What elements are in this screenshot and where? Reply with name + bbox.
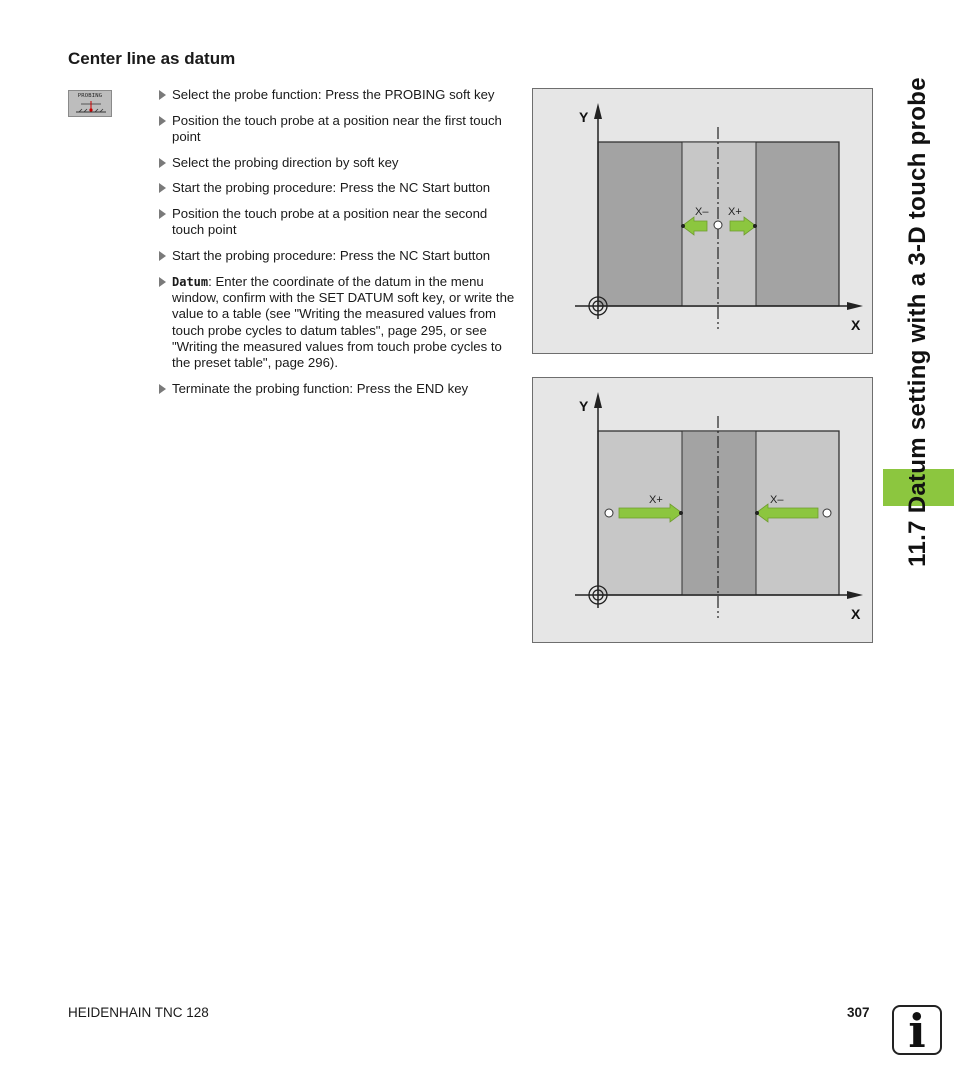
arrow-left-label: X–	[695, 206, 709, 218]
step-text: Start the probing procedure: Press the NC Start button	[172, 248, 491, 264]
probing-icon	[76, 100, 106, 114]
y-axis-arrowhead	[594, 392, 602, 408]
page-number: 307	[847, 1005, 870, 1020]
chapter-title: 11.7 Datum setting with a 3-D touch probe	[904, 77, 931, 567]
x-axis-label: X	[851, 606, 861, 622]
probe-ball-right	[823, 509, 831, 517]
figure-probing-inside	[532, 88, 873, 354]
step-bullet-icon	[159, 116, 166, 126]
step-text: Terminate the probing function: Press the END key	[172, 380, 469, 396]
step-text: Position the touch probe at a position near the first touch point	[172, 112, 502, 144]
step-text: Position the touch probe at a position near the second touch point	[172, 206, 488, 238]
probe-ball-left	[605, 509, 613, 517]
arrow-right-label: X–	[770, 494, 784, 506]
step-text: : Enter the coordinate of the datum in the menu window, confirm with the SET DATUM soft key, or write the value to a table (see "Writing the measured values from touch probe cycles to datum tables", page 295, or see "Writing the measured values from touch probe cycles to the preset table", page 296).	[172, 273, 515, 371]
instruction-step	[158, 206, 516, 239]
section-heading: Center line as datum	[68, 49, 236, 68]
instruction-step	[158, 113, 516, 146]
instruction-step	[158, 274, 516, 372]
arrow-right-label: X+	[728, 206, 742, 218]
step-bullet-icon	[159, 183, 166, 193]
figure-drawing	[533, 89, 874, 355]
instruction-step	[158, 248, 516, 264]
instruction-step	[158, 155, 516, 171]
softkey-label: PROBING	[77, 93, 103, 99]
step-text: Start the probing procedure: Press the NC Start button	[172, 180, 491, 196]
step-text: Select the probe function: Press the PROBING soft key	[172, 87, 495, 102]
figure-probing-outside	[532, 377, 873, 643]
arrow-left-label: X+	[649, 494, 663, 506]
instruction-step	[158, 180, 516, 196]
x-axis-label: X	[851, 317, 861, 333]
instruction-list	[158, 87, 516, 407]
probing-softkey	[68, 90, 112, 117]
probe-ball	[714, 221, 722, 229]
step-bullet-icon	[159, 158, 166, 168]
workpiece-center-web	[682, 431, 756, 595]
instruction-step	[158, 381, 516, 397]
step-bullet-icon	[159, 90, 166, 100]
y-axis-arrowhead	[594, 103, 602, 119]
y-axis-label: Y	[579, 398, 589, 414]
step-bullet-icon	[159, 277, 166, 287]
step-bullet-icon	[159, 251, 166, 261]
x-axis-arrowhead	[847, 302, 863, 310]
x-axis-arrowhead	[847, 591, 863, 599]
step-text: Select the probing direction by soft key	[172, 154, 399, 170]
info-glyph: i	[908, 1004, 926, 1058]
info-icon	[892, 1004, 942, 1058]
datum-key-label: Datum	[172, 274, 209, 289]
footer-manual-name: HEIDENHAIN TNC 128	[68, 1005, 209, 1020]
figure-drawing	[533, 378, 874, 644]
step-bullet-icon	[159, 209, 166, 219]
instruction-step	[158, 87, 516, 103]
y-axis-label: Y	[579, 109, 589, 125]
step-bullet-icon	[159, 384, 166, 394]
